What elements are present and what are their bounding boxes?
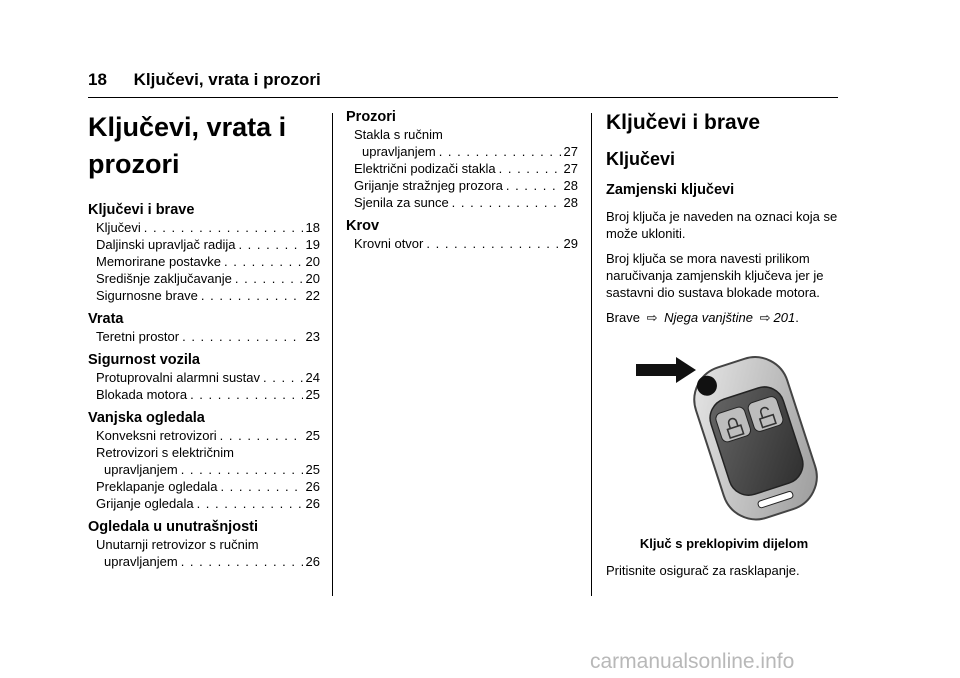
subsection-heading: Ključevi: [606, 149, 676, 169]
reference-arrow-icon: ⇨: [646, 310, 658, 325]
toc-entry[interactable]: upravljanjem . . . 26: [88, 553, 320, 570]
toc-entry[interactable]: Krovni otvor . . . 29: [346, 235, 578, 252]
toc-entry[interactable]: Konveksni retrovizori . . . 25: [88, 427, 320, 444]
toc-entry[interactable]: Sigurnosne brave . . . 22: [88, 287, 320, 304]
toc-heading-sigurnost: Sigurnost vozila: [88, 352, 200, 368]
toc-entry[interactable]: Preklapanje ogledala . . . 26: [88, 478, 320, 495]
toc-entry[interactable]: Blokada motora . . . 25: [88, 386, 320, 403]
toc-entry[interactable]: upravljanjem . . . 25: [88, 461, 320, 478]
section-heading: Ključevi i brave: [606, 111, 761, 134]
toc-entry[interactable]: Središnje zaključavanje . . . 20: [88, 270, 320, 287]
pointer-arrow: [636, 357, 696, 383]
toc-entry[interactable]: upravljanjem . . . 27: [346, 143, 578, 160]
column-divider: [591, 113, 592, 596]
watermark: carmanualsonline.info: [590, 650, 795, 673]
toc-entry[interactable]: Grijanje stražnjeg prozora . . . 28: [346, 177, 578, 194]
toc-entry[interactable]: Grijanje ogledala . . . 26: [88, 495, 320, 512]
reference-arrow-icon: ⇨: [759, 310, 771, 325]
toc-entry[interactable]: Teretni prostor . . . 23: [88, 328, 320, 345]
toc-heading-vrata: Vrata: [88, 311, 124, 327]
toc-heading-prozori: Prozori: [346, 109, 396, 125]
chapter-title: Ključevi, vrata i prozori: [133, 70, 321, 89]
toc-entry[interactable]: Daljinski upravljač radija . . . 19: [88, 236, 320, 253]
toc-heading-vanjska: Vanjska ogledala: [88, 410, 205, 426]
toc-heading-krov: Krov: [346, 218, 380, 234]
paragraph: Broj ključa se mora navesti prilikom naručivanja zamjenskih ključeva jer je sastavni dio sustava blokade motora.: [606, 251, 824, 300]
toc-entry[interactable]: Ključevi . . . 18: [88, 219, 320, 236]
toc-entry[interactable]: Memorirane postavke . . . 20: [88, 253, 320, 270]
column-divider: [332, 113, 333, 596]
paragraph: Pritisnite osigurač za rasklapanje.: [606, 563, 800, 578]
subsubsection-heading: Zamjenski ključevi: [606, 182, 735, 198]
toc-entry[interactable]: Sjenila za sunce . . . 28: [346, 194, 578, 211]
header-rule: [88, 97, 838, 98]
toc-column-1: [88, 109, 320, 570]
paragraph-reference: Brave ⇨ Njega vanjštine ⇨ 201.: [606, 310, 799, 325]
page-header: [88, 70, 321, 90]
toc-entry[interactable]: Stakla s ručnim: [354, 127, 443, 142]
toc-entry[interactable]: Električni podizači stakla . . . 27: [346, 160, 578, 177]
key-illustration: [606, 348, 842, 528]
toc-heading-kljucevi-i-brave: Ključevi i brave: [88, 202, 195, 218]
toc-entry[interactable]: Retrovizori s električnim: [96, 445, 234, 460]
main-title: Ključevi, vrata i prozori: [88, 112, 287, 179]
toc-column-2: [346, 109, 578, 252]
page-number: 18: [88, 70, 107, 89]
toc-heading-unutrasnja: Ogledala u unutrašnjosti: [88, 519, 258, 535]
toc-entry[interactable]: Protuprovalni alarmni sustav . . . 24: [88, 369, 320, 386]
reference-link[interactable]: Njega vanjštine ⇨ 201: [664, 310, 796, 325]
content-column: [606, 109, 842, 587]
figure-caption: Ključ s preklopivim dijelom: [639, 536, 809, 551]
toc-entry[interactable]: Unutarnji retrovizor s ručnim: [96, 537, 259, 552]
folding-key-icon: [606, 348, 842, 528]
paragraph: Broj ključa je naveden na oznaci koja se može ukloniti.: [606, 209, 838, 241]
